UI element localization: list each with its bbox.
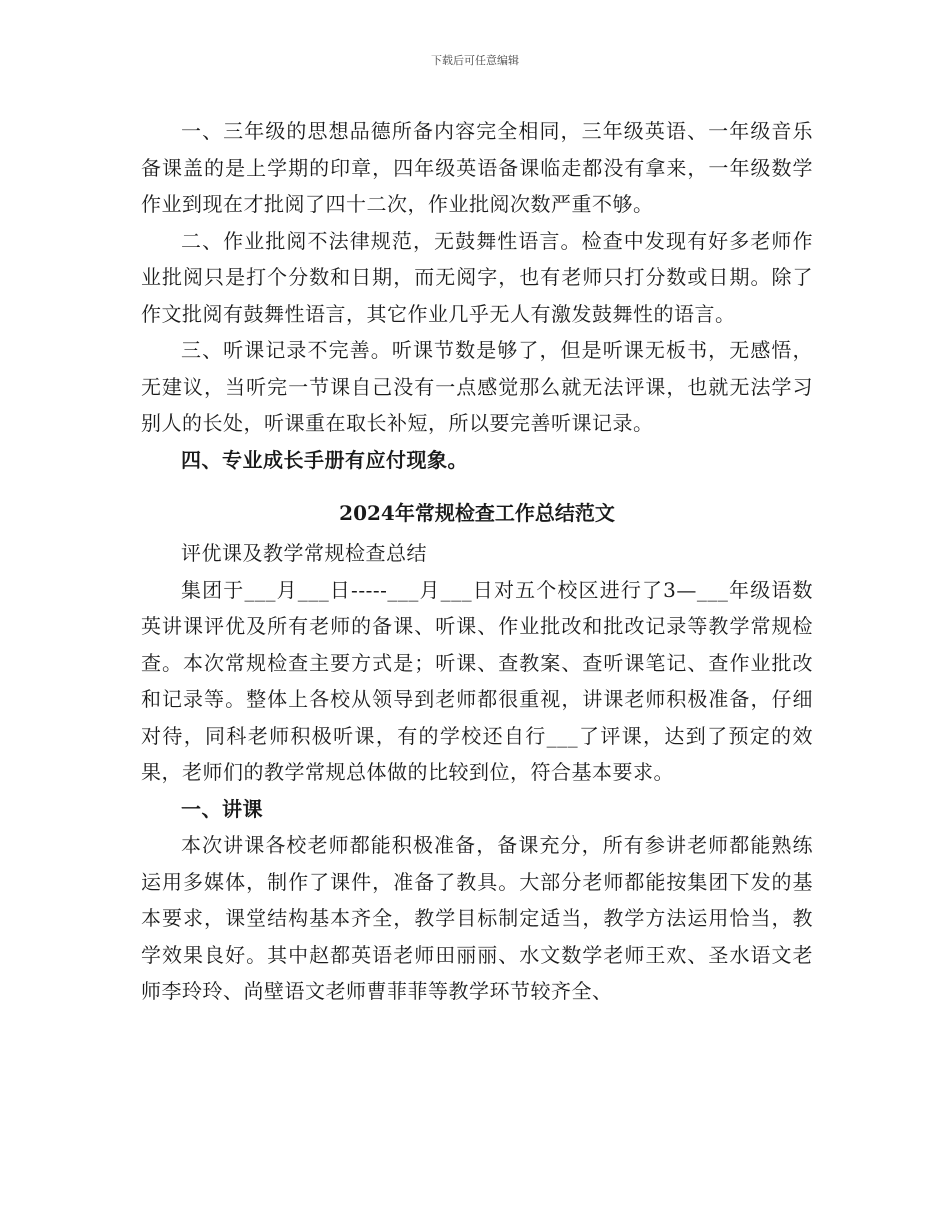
- document-title: 2024年常规检查工作总结范文: [339, 501, 615, 525]
- paragraph-item-1: 一、三年级的思想品德所备内容完全相同，三年级英语、一年级音乐备课盖的是上学期的印章，四年级英语备课临走都没有拿来，一年级数学作业到现在才批阅了四十二次，作业批阅次数严重不够。: [141, 119, 813, 216]
- paragraph-group-summary: 集团于___月___日-----___月___日对五个校区进行了3—___年级语数英讲课评优及所有老师的备课、听课、作业批改和批改记录等教学常规检查。本次常规检查主要方式是；听课、查教案、查听课笔记、查作业批改和记录等。整体上各校从领导到老师都很重视，讲课老师积极准备，仔细对待，同科老师积极听课，有的学校还自行___了评课，达到了预定的效果，老师们的教学常规总体做的比较到位，符合基本要求。: [141, 577, 813, 784]
- paragraph-item-2: 二、作业批阅不法律规范，无鼓舞性语言。检查中发现有好多老师作业批阅只是打个分数和日期，而无阅字，也有老师只打分数或日期。除了作文批阅有鼓舞性语言，其它作业几乎无人有激发鼓舞性的语言。: [141, 228, 813, 326]
- paragraph-item-3: 三、听课记录不完善。听课节数是够了，但是听课无板书，无感悟，无建议，当听完一节课自己没有一点感觉那么就无法评课，也就无法学习别人的长处，听课重在取长补短，所以要完善听课记录。: [141, 338, 813, 435]
- paragraph-item-4: 四、专业成长手册有应付现象。: [181, 447, 468, 472]
- document-subtitle: 评优课及教学常规检查总结: [181, 541, 427, 565]
- document-body: [141, 113, 813, 1010]
- page-header: 下载后可任意编辑: [431, 54, 519, 67]
- section-heading-lecture: 一、讲课: [181, 796, 263, 821]
- paragraph-lecture: 本次讲课各校老师都能积极准备，备课充分，所有参讲老师都能熟练运用多媒体，制作了课件，准备了教具。大部分老师都能按集团下发的基本要求，课堂结构基本齐全，教学目标制定适当，教学方法运用恰当，教学效果良好。其中赵都英语老师田丽丽、水文数学老师王欢、圣水语文老师李玲玲、尚壁语文老师曹菲菲等教学环节较齐全、: [141, 833, 813, 1003]
